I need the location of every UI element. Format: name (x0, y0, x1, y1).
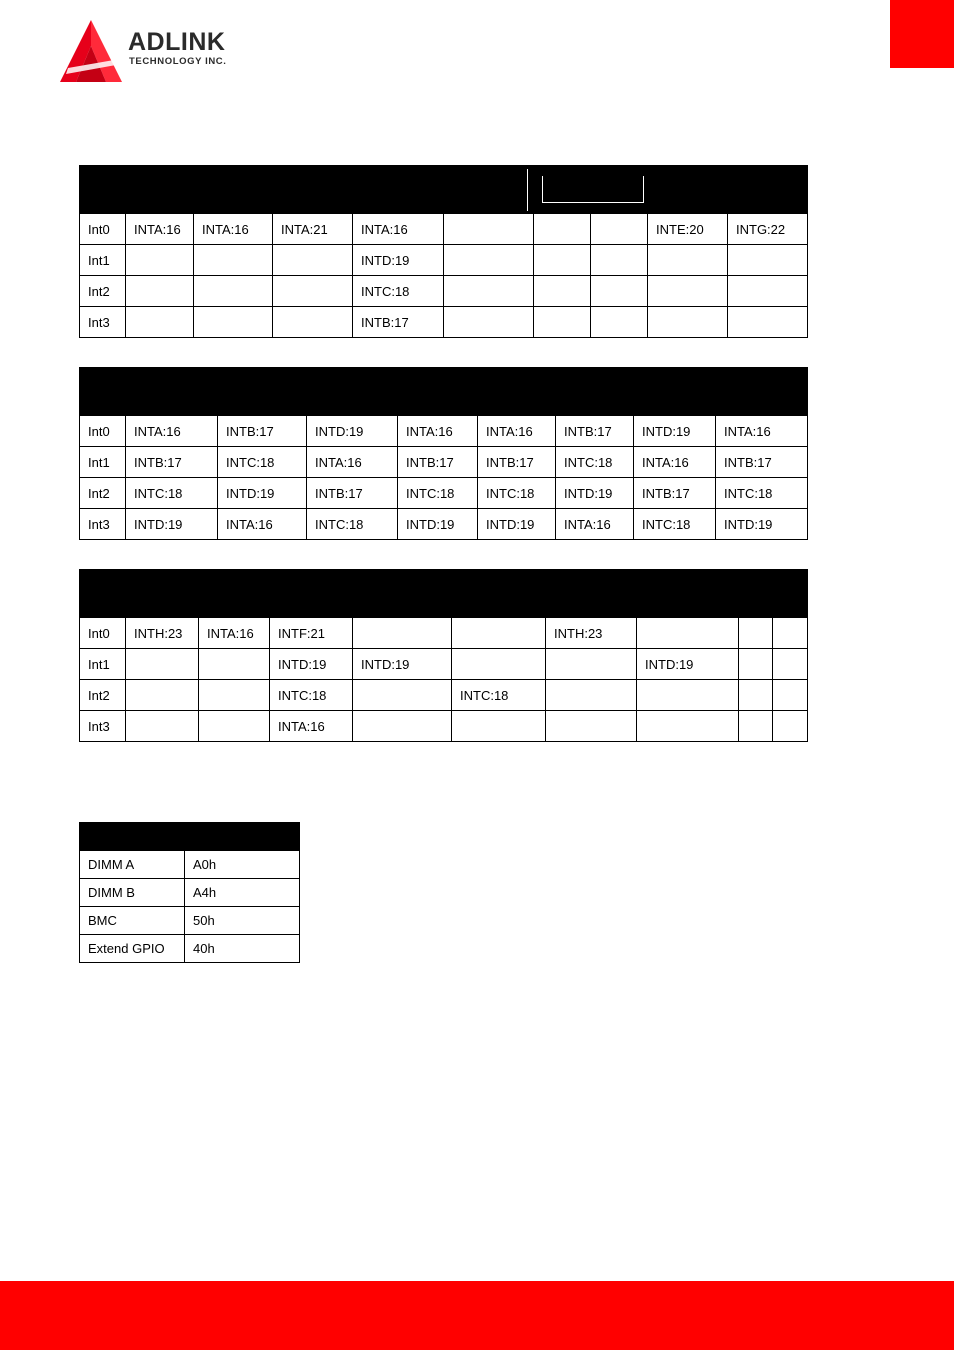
table-cell: INTB:17 (218, 416, 307, 447)
device-name: BMC (80, 907, 185, 935)
table-cell (126, 649, 199, 680)
table-cell: INTD:19 (398, 509, 478, 540)
table-cell (444, 307, 534, 338)
device-address: A4h (185, 879, 300, 907)
table-row (80, 680, 808, 711)
table-cell: INTC:18 (307, 509, 398, 540)
row-label: Int3 (80, 711, 126, 742)
table-cell (273, 276, 353, 307)
table-cell (353, 618, 452, 649)
row-label: Int0 (80, 214, 126, 245)
table-cell: INTA:16 (353, 214, 444, 245)
logo-tagline: TECHNOLOGY INC. (129, 56, 227, 67)
table-cell: INTC:18 (398, 478, 478, 509)
table-cell: INTD:19 (637, 649, 739, 680)
table-row (80, 711, 808, 742)
header-cell (80, 823, 185, 851)
table-cell: INTB:17 (556, 416, 634, 447)
table-cell (591, 307, 648, 338)
table-cell: INTH:23 (546, 618, 637, 649)
table-row (80, 447, 808, 478)
header-cell (556, 368, 808, 416)
table-cell: INTC:18 (634, 509, 716, 540)
table-cell (773, 711, 808, 742)
table-cell: INTH:23 (126, 618, 199, 649)
header-cell (80, 166, 126, 214)
row-label: Int2 (80, 478, 126, 509)
table-cell: INTB:17 (126, 447, 218, 478)
row-label: Int2 (80, 276, 126, 307)
table-row (80, 245, 808, 276)
table-cell (273, 245, 353, 276)
header-cell (185, 823, 300, 851)
table-row (80, 851, 300, 879)
table-cell (273, 307, 353, 338)
table-cell: INTA:16 (199, 618, 270, 649)
table-cell (199, 649, 270, 680)
row-label: Int0 (80, 618, 126, 649)
table-cell (648, 276, 728, 307)
table-cell: INTD:19 (307, 416, 398, 447)
logo-wordmark: ADLINK (128, 28, 226, 56)
table-cell: INTB:17 (353, 307, 444, 338)
table-cell (739, 711, 773, 742)
header-cell (80, 570, 126, 618)
table-cell (773, 649, 808, 680)
table-cell: INTD:19 (270, 649, 353, 680)
table-row (80, 649, 808, 680)
table-cell: INTD:19 (716, 509, 808, 540)
table-cell: INTC:18 (270, 680, 353, 711)
adlink-triangle-icon (56, 18, 128, 86)
table-cell (773, 618, 808, 649)
table-cell (546, 680, 637, 711)
table-cell: INTD:19 (353, 649, 452, 680)
header-cell (80, 368, 126, 416)
table-cell (199, 680, 270, 711)
table-cell (126, 276, 194, 307)
header-cell (648, 166, 728, 214)
table-row (80, 935, 300, 963)
table-cell (126, 680, 199, 711)
table-cell (591, 245, 648, 276)
table-cell: INTA:16 (126, 214, 194, 245)
header-cell (307, 368, 478, 416)
row-label: Int1 (80, 649, 126, 680)
table-cell (728, 307, 808, 338)
table-row (80, 618, 808, 649)
table-cell: INTD:19 (126, 509, 218, 540)
table-cell (728, 245, 808, 276)
table-cell (126, 307, 194, 338)
table-row (80, 907, 300, 935)
table-cell (591, 214, 648, 245)
device-name: DIMM A (80, 851, 185, 879)
table-header-row (80, 823, 300, 851)
table-cell: INTA:16 (478, 416, 556, 447)
table-cell (444, 214, 534, 245)
table-cell: INTD:19 (478, 509, 556, 540)
table-cell (353, 680, 452, 711)
header-cell (728, 166, 808, 214)
table-cell: INTA:16 (126, 416, 218, 447)
table-cell (452, 711, 546, 742)
irq-routing-table-1 (79, 165, 808, 338)
table-cell: INTB:17 (716, 447, 808, 478)
table-cell: INTA:16 (634, 447, 716, 478)
table-cell (648, 307, 728, 338)
table-cell (126, 245, 194, 276)
table-cell: INTC:18 (716, 478, 808, 509)
device-address: 50h (185, 907, 300, 935)
table-cell: INTC:18 (452, 680, 546, 711)
irq-routing-table-3 (79, 569, 808, 742)
table-row (80, 416, 808, 447)
table-cell (194, 276, 273, 307)
row-label: Int3 (80, 509, 126, 540)
table-cell (739, 680, 773, 711)
table-cell: INTD:19 (634, 416, 716, 447)
table-cell (546, 711, 637, 742)
device-name: Extend GPIO (80, 935, 185, 963)
table-cell: INTA:16 (398, 416, 478, 447)
device-address: A0h (185, 851, 300, 879)
table-cell: INTC:18 (556, 447, 634, 478)
device-name: DIMM B (80, 879, 185, 907)
row-label: Int1 (80, 245, 126, 276)
table-cell (534, 214, 591, 245)
table-cell: INTD:19 (218, 478, 307, 509)
table-cell: INTB:17 (307, 478, 398, 509)
table-cell: INTC:18 (218, 447, 307, 478)
table-cell (534, 245, 591, 276)
table-cell (444, 245, 534, 276)
table-cell (444, 276, 534, 307)
row-label: Int0 (80, 416, 126, 447)
table-cell (648, 245, 728, 276)
table-cell (126, 711, 199, 742)
header-cell (126, 570, 808, 618)
table-cell: INTB:17 (634, 478, 716, 509)
table-cell: INTA:16 (194, 214, 273, 245)
table-cell (353, 711, 452, 742)
table-cell (773, 680, 808, 711)
device-address: 40h (185, 935, 300, 963)
table-cell (637, 618, 739, 649)
table-cell (194, 307, 273, 338)
chapter-tab (890, 0, 954, 68)
header-cell (126, 166, 444, 214)
table-row (80, 509, 808, 540)
table-cell (637, 680, 739, 711)
table-cell: INTA:16 (270, 711, 353, 742)
table-header-row (80, 368, 808, 416)
table-cell (452, 618, 546, 649)
table-cell (637, 711, 739, 742)
row-label: Int3 (80, 307, 126, 338)
table-cell (199, 711, 270, 742)
table-row (80, 879, 300, 907)
table-cell: INTC:18 (353, 276, 444, 307)
table-cell: INTD:19 (556, 478, 634, 509)
table-cell: INTE:20 (648, 214, 728, 245)
table-cell: INTA:21 (273, 214, 353, 245)
header-cell (444, 166, 534, 214)
table-cell: INTB:17 (478, 447, 556, 478)
table-cell: INTD:19 (353, 245, 444, 276)
table-cell: INTC:18 (126, 478, 218, 509)
header-cell (534, 166, 648, 214)
table-cell (194, 245, 273, 276)
table-cell (728, 276, 808, 307)
table-cell (739, 649, 773, 680)
table-cell (546, 649, 637, 680)
table-cell: INTG:22 (728, 214, 808, 245)
header-cell (478, 368, 556, 416)
table-row (80, 276, 808, 307)
header-cell (126, 368, 307, 416)
table-header-row (80, 570, 808, 618)
row-label: Int2 (80, 680, 126, 711)
table-cell: INTA:16 (218, 509, 307, 540)
table-row (80, 478, 808, 509)
table-cell (591, 276, 648, 307)
table-row (80, 214, 808, 245)
table-cell (452, 649, 546, 680)
table-cell (739, 618, 773, 649)
table-cell (534, 307, 591, 338)
table-cell: INTB:17 (398, 447, 478, 478)
table-cell: INTF:21 (270, 618, 353, 649)
irq-routing-table-2 (79, 367, 808, 540)
table-cell (534, 276, 591, 307)
smbus-address-table (79, 822, 300, 963)
table-header-row (80, 166, 808, 214)
table-cell: INTA:16 (556, 509, 634, 540)
table-cell: INTC:18 (478, 478, 556, 509)
footer-bar (0, 1281, 954, 1350)
adlink-logo (56, 18, 271, 86)
row-label: Int1 (80, 447, 126, 478)
table-cell: INTA:16 (716, 416, 808, 447)
table-cell: INTA:16 (307, 447, 398, 478)
table-row (80, 307, 808, 338)
